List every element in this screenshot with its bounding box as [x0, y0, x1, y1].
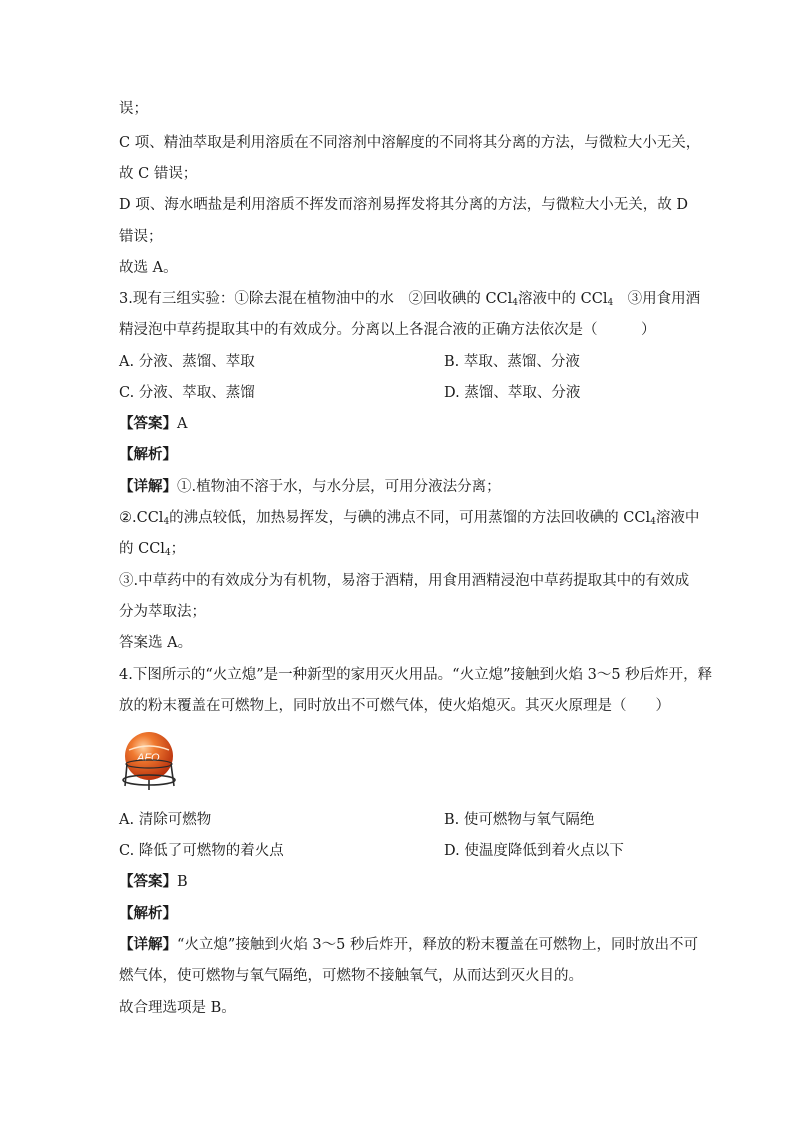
answer-value: B [177, 874, 188, 890]
text-part: 的沸点较低，加热易挥发，与碘的沸点不同，可用蒸馏的方法回收碘的 CCl [169, 510, 651, 526]
answer-value: A [177, 416, 188, 432]
option-d: D. 使温度降低到着火点以下 [444, 843, 624, 859]
text-line: 放的粉末覆盖在可燃物上，同时放出不可燃气体，使火焰熄灭。其灭火原理是（ ） [119, 698, 670, 714]
analysis-label: 【解析】 [119, 446, 177, 463]
analysis-label: 【解析】 [119, 905, 177, 922]
subscript: 4 [512, 298, 519, 308]
subscript: 4 [607, 298, 614, 308]
text-part: 溶液中 [655, 510, 700, 526]
q3-text-c: ③用食用酒 [613, 291, 701, 307]
text-line: C 项、精油萃取是利用溶质在不同溶剂中溶解度的不同将其分离的方法，与微粒大小无关， [119, 135, 701, 151]
option-b: B. 使可燃物与氧气隔绝 [444, 812, 595, 828]
text-line: 分为萃取法； [119, 604, 206, 620]
q3-text-a: 3.现有三组实验：①除去混在植物油中的水 ②回收碘的 CCl [119, 291, 513, 307]
text-line [119, 508, 699, 528]
option-b: B. 萃取、蒸馏、分液 [444, 354, 580, 370]
text-line: 错误； [119, 229, 163, 245]
subscript: 4 [650, 517, 656, 527]
detail-label: 【详解】 [119, 478, 177, 495]
detail-line [119, 935, 698, 955]
subscript: 4 [163, 517, 170, 527]
text-line: 故合理选项是 B。 [119, 1000, 236, 1016]
text-line: 答案选 A。 [119, 635, 193, 651]
question-4-stem: 4.下图所示的“火立熄”是一种新型的家用灭火用品。“火立熄”接触到火焰 3～5 秒后炸开，释 [119, 667, 713, 683]
text-line: 精浸泡中草药提取其中的有效成分。分离以上各混合液的正确方法依次是（ ） [119, 322, 656, 338]
text-line: ③.中草药中的有效成分为有机物，易溶于酒精，用食用酒精浸泡中草药提取其中的有效成 [119, 573, 690, 589]
answer-label: 【答案】 [119, 415, 177, 432]
q3-text-b: 溶液中的 CCl [518, 291, 608, 307]
answer-line [119, 414, 187, 434]
option-c: C. 降低了可燃物的着火点 [119, 843, 284, 859]
text-line: 误； [119, 101, 148, 117]
text-part: ②.CCl [119, 510, 164, 526]
detail-text: “火立熄”接触到火焰 3～5 秒后炸开，释放的粉末覆盖在可燃物上，同时放出不可 [177, 937, 698, 953]
subscript: 4 [164, 548, 171, 558]
detail-line [119, 477, 501, 497]
option-c: C. 分液、萃取、蒸馏 [119, 385, 255, 401]
text-line: 故选 A。 [119, 260, 178, 276]
fire-ball-icon [119, 728, 183, 792]
text-line [119, 539, 185, 559]
detail-text: ①.植物油不溶于水，与水分层，可用分液法分离； [177, 479, 501, 495]
option-a: A. 清除可燃物 [119, 812, 212, 828]
text-part: 的 CCl [119, 541, 165, 557]
option-d: D. 蒸馏、萃取、分液 [444, 385, 581, 401]
text-line: 故 C 错误； [119, 166, 198, 182]
text-line: 燃气体，使可燃物与氧气隔绝，可燃物不接触氧气，从而达到灭火目的。 [119, 968, 583, 984]
text-line: D 项、海水晒盐是利用溶质不挥发而溶剂易挥发将其分离的方法，与微粒大小无关，故 D [119, 197, 688, 213]
answer-label: 【答案】 [119, 873, 177, 890]
fire-extinguisher-ball-image [119, 728, 183, 792]
detail-label: 【详解】 [119, 936, 177, 953]
text-part: ； [170, 541, 186, 557]
option-a: A. 分液、蒸馏、萃取 [119, 354, 255, 370]
question-3-stem [119, 289, 700, 309]
ball-logo: AFO [137, 752, 160, 764]
answer-line [119, 872, 188, 892]
